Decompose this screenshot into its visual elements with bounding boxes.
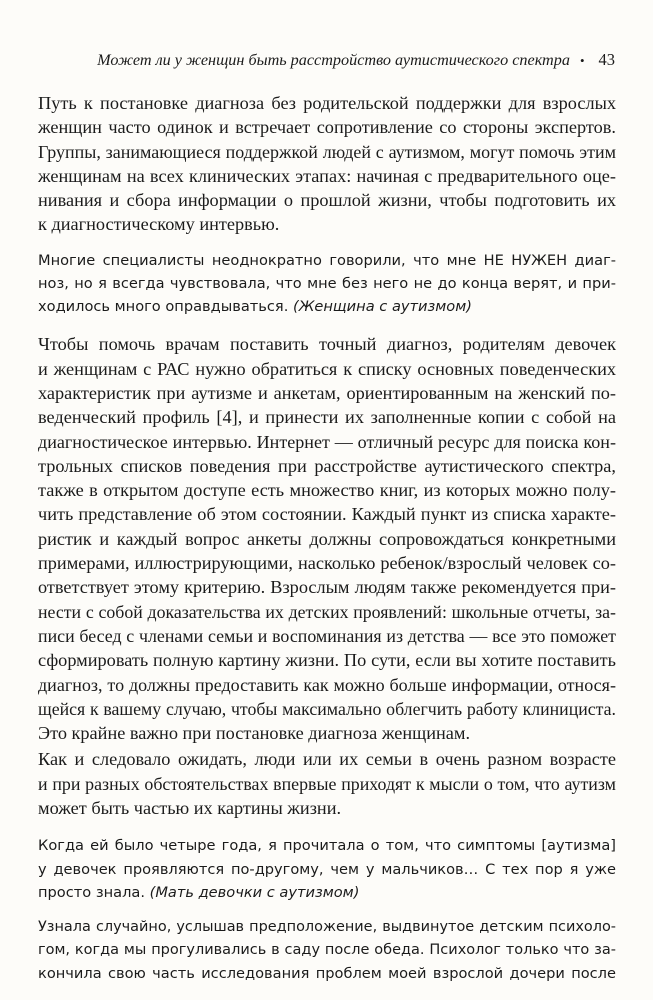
text-line: чить представление об этом состоянии. Каждый пункт из списка характе- <box>38 504 616 525</box>
quote-text: просто знала. <box>38 883 145 901</box>
paragraph <box>38 747 616 820</box>
text-line: трольных списков поведения при расстройстве аутистического спектра, <box>38 455 616 476</box>
page-number: 43 <box>598 50 615 69</box>
text-line: и женщинам с РАС нужно обратиться к списку основных поведенческих <box>38 358 616 379</box>
quote-line: Узнала случайно, услышав предположение, выдвинутое детским психоло- <box>38 918 616 935</box>
quote <box>38 916 616 986</box>
paragraph <box>38 332 616 745</box>
text-line: Как и следовало ожидать, люди или их семьи в очень разном возрасте <box>38 749 616 770</box>
quote-attribution: (Мать девочки с аутизмом) <box>149 883 360 901</box>
text-line: примерами, иллюстрирующими, насколько ребенок/взрослый человек со- <box>38 553 616 574</box>
text-line: Чтобы помочь врачам поставить точный диагноз, родителям девочек <box>38 334 616 355</box>
quote-text: ходилось много оправдываться. <box>38 298 289 316</box>
text-line: ответствует этому критерию. Взрослым людям также рекомендуется при- <box>38 577 616 598</box>
text-line: и при разных обстоятельствах впервые приходят к мысли о том, что аутизм <box>38 773 616 794</box>
paragraph <box>38 91 616 237</box>
text-line: сформировать полную картину жизни. По сути, если вы хотите поставить <box>38 650 616 671</box>
quote-line: кончила свою часть исследования проблем моей взрослой дочери после <box>38 965 616 983</box>
text-line: характеристик при аутизме и анкетам, ориентированным на женский по- <box>38 382 616 403</box>
quote-attribution: (Женщина с аутизмом) <box>293 298 472 316</box>
quote-line-last <box>38 295 616 318</box>
quote-line: гом, когда мы прогуливались в саду после обеда. Психолог только что за- <box>38 942 616 959</box>
header-separator: • <box>579 53 585 68</box>
quote-line: у девочек проявляются по-другому, чем у мальчиков… С тех пор я уже <box>38 860 616 878</box>
text-line: ристик и каждый вопрос анкеты должны сопровождаться конкретными <box>38 528 616 549</box>
quote-line: ноз, но я всегда чувствовала, что мне без него не до конца верят, и при- <box>38 274 616 292</box>
text-line: писи бесед с членами семьи и воспоминания из детства — все это поможет <box>38 625 616 646</box>
text-line: Это крайне важно при постановке диагноза женщинам. <box>38 723 471 744</box>
quote-line-last <box>38 881 616 904</box>
text-line: диагноз, то должны предоставить как можно больше информации, относя- <box>38 674 616 695</box>
text-line: к диагностическому интервью. <box>38 214 280 235</box>
text-line: нивания и сбора информации о прошлой жизни, чтобы подготовить их <box>38 190 616 211</box>
quote-line: Когда ей было четыре года, я прочитала о том, что симптомы [аутизма] <box>38 837 616 855</box>
text-line: может быть частью их картины жизни. <box>38 798 342 819</box>
quote <box>38 834 616 904</box>
quote <box>38 249 616 319</box>
text-line: щейся к вашему случаю, чтобы максимально облегчить работу клинициста. <box>38 698 616 719</box>
running-header <box>90 50 615 70</box>
running-title: Может ли у женщин быть расстройство аутистического спектра <box>97 51 570 69</box>
quote-line: Многие специалисты неоднократно говорили, что мне НЕ НУЖЕН диаг- <box>38 251 616 269</box>
text-line: Путь к постановке диагноза без родительской поддержки для взрослых <box>38 93 616 113</box>
text-line: женщин часто одинок и встречает сопротивление со стороны экспертов. <box>38 117 616 138</box>
text-line: также в открытом доступе есть множество книг, из которых можно полу- <box>38 480 616 501</box>
text-line: Группы, занимающиеся поддержкой людей с аутизмом, могут помочь этим <box>38 141 616 162</box>
text-line: веденческий профиль [4], и принести их заполненные копии с собой на <box>38 407 616 428</box>
text-line: женщинам на всех клинических этапах: начиная с предварительного оце- <box>38 165 616 186</box>
page-body <box>38 91 616 986</box>
text-line: диагностическое интервью. Интернет — отличный ресурс для поиска кон- <box>38 431 616 452</box>
text-line: нести с собой доказательства их детских проявлений: школьные отчеты, за- <box>38 601 616 622</box>
